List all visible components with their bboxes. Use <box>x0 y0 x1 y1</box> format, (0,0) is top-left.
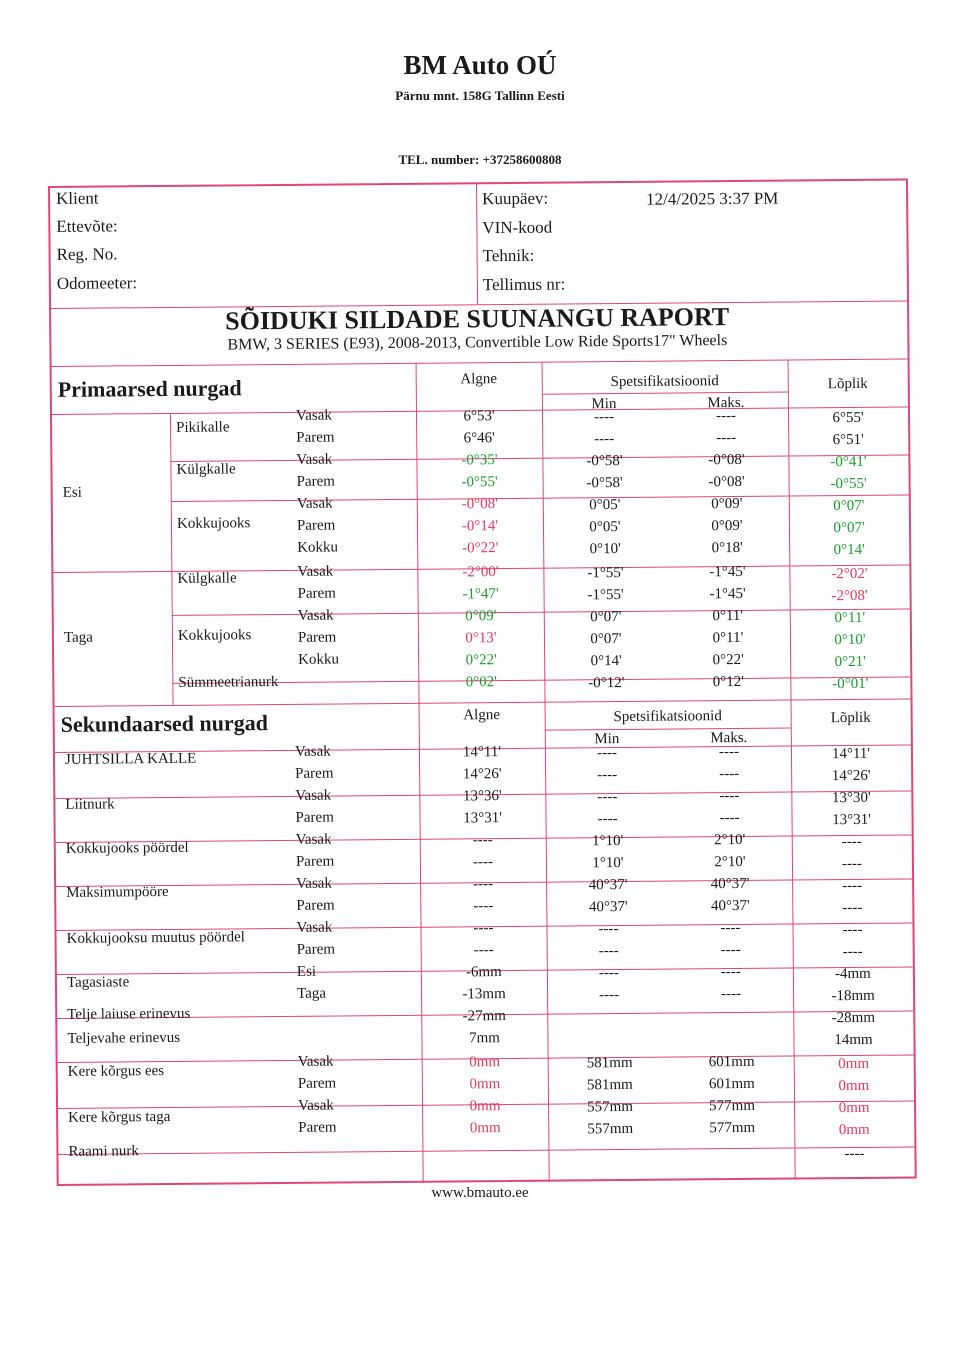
spec-max-value: 40°37' <box>710 875 750 893</box>
row-side-label: Taga <box>296 985 327 1002</box>
initial-value: 6°46' <box>463 430 495 447</box>
row-side-label: Vasak <box>296 919 333 936</box>
initial-value: 13°36' <box>462 788 502 805</box>
final-value: -28mm <box>831 1009 876 1027</box>
spec-min-value: ---- <box>598 943 619 960</box>
spec-min-value: 557mm <box>587 1098 634 1116</box>
technician-label: Tehnik: <box>482 245 535 266</box>
row-side-label: Vasak <box>297 1097 334 1114</box>
company-address: Pärnu mnt. 158G Tallinn Eesti <box>395 88 565 103</box>
initial-value: -0°35' <box>461 452 498 469</box>
primary-angles-heading: Primaarsed nurgad <box>57 375 242 402</box>
spec-min-value: 1°10' <box>592 855 624 872</box>
final-value: ---- <box>842 943 863 961</box>
final-value: 0°07' <box>833 519 865 537</box>
initial-value: 13°31' <box>463 810 502 827</box>
final-value: 0°10' <box>834 631 866 649</box>
final-value: -0°41' <box>830 453 867 471</box>
row-side-label: Parem <box>296 517 336 534</box>
spec-min-value: ---- <box>598 921 619 938</box>
final-value: 0°21' <box>834 653 866 671</box>
row-side-label: Parem <box>296 941 336 958</box>
divider <box>172 676 910 683</box>
final-value: -4mm <box>834 965 871 983</box>
final-value: 0mm <box>838 1121 870 1139</box>
spec-max-value: ---- <box>720 919 741 937</box>
initial-value: 0mm <box>469 1098 501 1115</box>
row-side-label: Parem <box>297 1075 337 1092</box>
final-value: 6°51' <box>832 431 864 449</box>
final-value: 14°26' <box>831 767 871 785</box>
row-group-label: Raami nurk <box>68 1143 139 1160</box>
row-side-label: Vasak <box>295 831 332 848</box>
spec-min-value: ---- <box>594 431 615 448</box>
spec-max-value: 0°12' <box>712 673 745 691</box>
spec-max-value: 2°10' <box>714 831 746 849</box>
spec-max-value: ---- <box>719 809 740 827</box>
row-side-label: Parem <box>295 765 334 782</box>
initial-value: 6°53' <box>463 408 495 425</box>
company-label: Ettevõte: <box>56 216 118 236</box>
final-value: 0mm <box>838 1055 870 1073</box>
initial-value: 0°13' <box>465 630 497 647</box>
initial-value: 0mm <box>469 1120 501 1137</box>
primary-col-initial: Algne <box>460 371 498 388</box>
row-group-label: Kokkujooks pöördel <box>65 839 189 857</box>
initial-value: -0°22' <box>462 540 499 557</box>
spec-max-value: -0°08' <box>708 473 745 491</box>
row-group-label: JUHTSILLA KALLE <box>64 750 197 768</box>
spec-max-value: -0°08' <box>708 451 745 469</box>
spec-max-value: -1°45' <box>709 563 746 581</box>
row-group-label: Maksimumpööre <box>66 883 169 901</box>
row-side-label: Kokku <box>298 651 340 668</box>
initial-value: 0mm <box>469 1054 501 1071</box>
divider <box>542 392 788 395</box>
front-axle-label: Esi <box>62 484 82 501</box>
initial-value: 0mm <box>469 1076 501 1093</box>
row-group-label: Kokkujooksu muutus pöördel <box>66 929 245 947</box>
divider <box>170 413 174 705</box>
final-value: ---- <box>842 899 863 917</box>
spec-max-value: ---- <box>720 941 741 959</box>
primary-col-specs: Spetsifikatsioonid <box>610 373 719 391</box>
spec-max-value: ---- <box>718 743 740 761</box>
divider <box>171 495 909 502</box>
spec-min-value: ---- <box>593 409 615 426</box>
spec-min-value: 0°07' <box>590 609 622 626</box>
primary-col-max: Maks. <box>707 394 745 412</box>
spec-max-value: 0°09' <box>711 495 743 513</box>
spec-max-value: -1°45' <box>709 585 746 603</box>
alignment-report <box>48 178 917 1185</box>
initial-value: 7mm <box>468 1030 500 1047</box>
spec-min-value: -1°55' <box>587 564 624 582</box>
final-value: 13°31' <box>832 811 871 829</box>
spec-min-value: -1°55' <box>587 586 624 604</box>
row-side-label: Vasak <box>296 495 333 512</box>
reg-no-label: Reg. No. <box>56 244 118 264</box>
spec-min-value: ---- <box>597 767 618 784</box>
divider <box>545 728 791 731</box>
row-group-label: Külgkalle <box>177 570 237 587</box>
order-number-label: Tellimus nr: <box>482 274 566 295</box>
final-value: 0°11' <box>834 609 866 627</box>
final-value: -18mm <box>831 987 875 1005</box>
rear-axle-label: Taga <box>63 629 93 646</box>
final-value: ---- <box>842 921 863 939</box>
report-title: SÕIDUKI SILDADE SUUNANGU RAPORT <box>225 302 730 336</box>
divider <box>170 455 908 462</box>
row-group-label: Külgkalle <box>176 461 236 478</box>
initial-value: 0°09' <box>465 608 497 625</box>
website-url: www.bmauto.ee <box>431 1185 529 1201</box>
spec-max-value: 0°09' <box>711 517 743 535</box>
row-side-label: Vasak <box>296 451 333 468</box>
secondary-col-final: Lõplik <box>830 709 871 727</box>
row-side-label: Vasak <box>294 743 331 760</box>
primary-col-final: Lõplik <box>827 375 868 393</box>
initial-value: ---- <box>473 942 494 959</box>
spec-min-value: 0°14' <box>590 653 622 670</box>
spec-min-value: ---- <box>597 789 618 806</box>
spec-min-value: 557mm <box>587 1120 634 1138</box>
spec-min-value: 581mm <box>586 1054 633 1072</box>
initial-value: 14°11' <box>462 744 502 761</box>
row-side-label: Vasak <box>295 787 332 804</box>
row-side-label: Vasak <box>297 607 334 624</box>
row-side-label: Parem <box>297 585 336 602</box>
spec-min-value: 0°10' <box>589 541 621 558</box>
odometer-label: Odomeeter: <box>56 273 138 293</box>
initial-value: -1°47' <box>462 586 499 603</box>
divider <box>52 359 908 367</box>
final-value: -0°55' <box>830 475 867 493</box>
secondary-angles-heading: Sekundaarsed nurgad <box>60 710 269 737</box>
row-group-label: Kere kõrgus taga <box>68 1108 171 1126</box>
spec-max-value: 0°18' <box>711 539 743 557</box>
initial-value: ---- <box>473 876 494 893</box>
row-group-label: Kokkujooks <box>176 515 251 532</box>
primary-col-min: Min <box>591 396 617 413</box>
initial-value: -6mm <box>465 964 502 981</box>
spec-max-value: ---- <box>715 408 737 425</box>
divider <box>58 1146 914 1154</box>
vehicle-description: BMW, 3 SERIES (E93), 2008-2013, Convertible Low Ride Sports17" Wheels <box>227 332 728 354</box>
row-group-label: Pikikalle <box>176 419 230 436</box>
initial-value: -13mm <box>462 986 506 1003</box>
final-value: 13°30' <box>831 789 871 807</box>
spec-max-value: 2°10' <box>714 853 746 871</box>
row-side-label: Vasak <box>296 875 332 892</box>
final-value: 6°55' <box>832 409 864 427</box>
spec-min-value: ---- <box>597 811 618 828</box>
row-group-label: Liitnurk <box>65 796 115 813</box>
final-value: 0mm <box>838 1077 870 1095</box>
spec-max-value: 0°11' <box>712 607 744 625</box>
initial-value: ---- <box>473 920 494 937</box>
spec-min-value: 40°37' <box>588 898 628 916</box>
initial-value: ---- <box>473 898 494 915</box>
spec-max-value: ---- <box>719 765 740 783</box>
secondary-col-min: Min <box>594 731 620 748</box>
final-value: 14mm <box>834 1031 873 1049</box>
spec-max-value: ---- <box>719 787 740 805</box>
spec-max-value: 577mm <box>709 1097 756 1115</box>
final-value: 0°07' <box>833 497 865 515</box>
vin-label: VIN-kood <box>482 217 553 238</box>
company-name: BM Auto OÚ <box>403 50 557 80</box>
row-side-label: Vasak <box>297 563 334 580</box>
secondary-col-max: Maks. <box>710 729 748 747</box>
row-group-label: Kere kõrgus ees <box>67 1063 165 1080</box>
final-value: ---- <box>841 855 863 873</box>
spec-min-value: 0°07' <box>590 631 622 648</box>
row-side-label: Vasak <box>297 1053 334 1070</box>
initial-value: ---- <box>472 832 493 849</box>
spec-min-value: 40°37' <box>588 876 628 894</box>
secondary-col-specs: Spetsifikatsioonid <box>613 708 722 726</box>
row-group-label: Telje laiuse erinevus <box>67 1005 191 1023</box>
row-side-label: Parem <box>297 629 337 646</box>
final-value: ---- <box>844 1145 865 1163</box>
initial-value: -27mm <box>462 1008 507 1025</box>
spec-min-value: 0°05' <box>589 497 621 514</box>
date-label: Kuupäev: <box>482 188 549 209</box>
divider <box>476 184 478 304</box>
row-side-label: Parem <box>295 853 335 870</box>
secondary-col-initial: Algne <box>463 707 501 724</box>
row-side-label: Kokku <box>297 539 339 556</box>
final-value: -2°08' <box>831 587 868 605</box>
final-value: 0°14' <box>833 541 865 559</box>
row-side-label: Parem <box>296 429 335 446</box>
spec-min-value: -0°58' <box>586 474 623 492</box>
spec-min-value: -0°12' <box>588 674 625 692</box>
company-phone: TEL. number: +37258600808 <box>398 152 562 167</box>
final-value: ---- <box>841 833 862 851</box>
row-side-label: Esi <box>296 963 317 980</box>
initial-value: 0°02' <box>465 674 498 691</box>
spec-min-value: ---- <box>598 965 619 982</box>
row-group-label: Teljevahe erinevus <box>67 1029 181 1047</box>
spec-min-value: ---- <box>596 745 618 762</box>
spec-max-value: 0°11' <box>712 629 744 647</box>
row-group-label: Tagasiaste <box>66 974 130 991</box>
spec-min-value: 1°10' <box>592 833 624 850</box>
initial-value: -0°55' <box>461 474 498 491</box>
spec-min-value: -0°58' <box>586 452 623 470</box>
row-side-label: Vasak <box>295 407 332 424</box>
spec-max-value: 577mm <box>709 1119 756 1137</box>
final-value: 0mm <box>838 1099 870 1117</box>
initial-value: -0°14' <box>461 518 499 535</box>
client-label: Klient <box>56 188 99 208</box>
row-side-label: Parem <box>296 897 335 914</box>
spec-max-value: 601mm <box>708 1053 755 1071</box>
initial-value: ---- <box>472 854 493 871</box>
final-value: ---- <box>842 877 863 895</box>
initial-value: 14°26' <box>462 766 502 783</box>
date-value: 12/4/2025 3:37 PM <box>646 188 779 209</box>
initial-value: 0°22' <box>465 652 497 669</box>
spec-max-value: 0°22' <box>712 651 744 669</box>
final-value: 14°11' <box>831 745 871 763</box>
initial-value: -2°00' <box>462 564 499 581</box>
initial-value: -0°08' <box>461 496 498 513</box>
spec-max-value: ---- <box>721 985 742 1003</box>
final-value: -2°02' <box>831 565 868 583</box>
spec-min-value: 0°05' <box>589 519 621 536</box>
spec-max-value: 40°37' <box>710 897 750 915</box>
spec-max-value: 601mm <box>708 1075 755 1093</box>
row-side-label: Parem <box>296 473 335 490</box>
divider <box>172 608 910 615</box>
row-group-label: Sümmeetrianurk <box>178 674 279 691</box>
spec-max-value: ---- <box>720 963 741 981</box>
final-value: -0°01' <box>832 675 869 693</box>
spec-min-value: ---- <box>599 987 620 1004</box>
row-group-label: Kokkujooks <box>177 627 252 644</box>
spec-max-value: ---- <box>716 430 737 447</box>
row-side-label: Parem <box>298 1119 337 1136</box>
spec-min-value: 581mm <box>586 1076 633 1094</box>
row-side-label: Parem <box>295 809 334 826</box>
